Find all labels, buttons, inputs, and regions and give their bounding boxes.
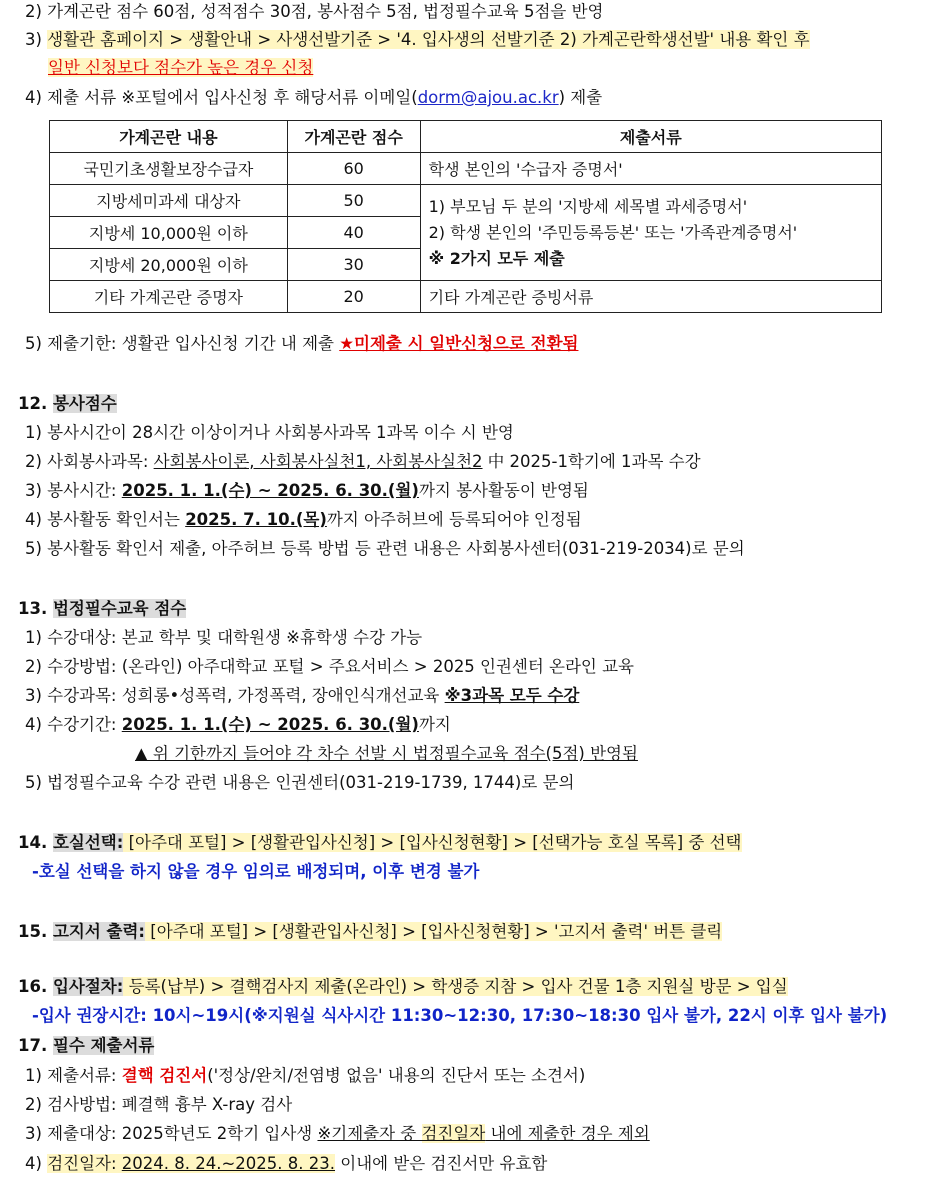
s16-note: -입사 권장시간: 10시~19시(※지원실 식사시간 11:30~12:30, 17:30~18:30 입사 불가, 22시 이후 입사 불가) [32,1006,888,1025]
merged-docs-cell: 1) 부모님 두 분의 '지방세 세목별 과세증명서' 2) 학생 본인의 '주민등록등본' 또는 '가족관계증명서' ※ 2가지 모두 제출 [420,185,881,281]
table-header: 제출서류 [420,121,881,153]
table-row: 지방세미과세 대상자 50 1) 부모님 두 분의 '지방세 세목별 과세증명서' 2) 학생 본인의 '주민등록등본' 또는 '가족관계증명서' ※ 2가지 모두 제출 [50,185,882,217]
table-header-row [50,121,882,153]
s13-note: ▲ 위 기한까지 들어야 각 차수 선발 시 법정필수교육 점수(5점) 반영됨 [135,744,638,763]
hardship-table [49,120,882,313]
s17-item-3: 3) 제출대상: 2025학년도 2학기 입사생 ※기제출자 중 검진일자 내에 제출한 경우 제외 [25,1124,650,1143]
deadline-warning: ★미제출 시 일반신청으로 전환됨 [339,334,579,353]
s17-item-1: 1) 제출서류: 결핵 검진서('정상/완치/전염병 없음' 내용의 진단서 또는 소견서) [25,1066,586,1085]
s13-item-5: 5) 법정필수교육 수강 관련 내용은 인권센터(031-219-1739, 1744)로 문의 [25,773,575,792]
s12-heading: 12. 봉사점수 [18,394,117,413]
s12-item-1: 1) 봉사시간이 28시간 이상이거나 사회봉사과목 1과목 이수 시 반영 [25,423,514,442]
s12-item-2: 2) 사회봉사과목: 사회봉사이론, 사회봉사실천1, 사회봉사실천2 中 2025-1학기에 1과목 수강 [25,452,701,471]
s14-heading: 14. 호실선택: [아주대 포털] > [생활관입사신청] > [입사신청현황] > [선택가능 호실 목록] 중 선택 [18,833,742,852]
table-row: 지방세 10,000원 이하 40 [50,217,882,249]
s13-item-4: 4) 수강기간: 2025. 1. 1.(수) ~ 2025. 6. 30.(월)까지 [25,715,451,734]
table-header: 가계곤란 내용 [50,121,288,153]
table-row: 기타 가계곤란 증명자 20 기타 가계곤란 증빙서류 [50,281,882,313]
s17-item-2: 2) 검사방법: 폐결핵 흉부 X-ray 검사 [25,1095,293,1114]
s13-item-3: 3) 수강과목: 성희롱•성폭력, 가정폭력, 장애인식개선교육 ※3과목 모두 수강 [25,686,580,705]
table-row: 국민기초생활보장수급자 60 학생 본인의 '수급자 증명서' [50,153,882,185]
s13-item-1: 1) 수강대상: 본교 학부 및 대학원생 ※휴학생 수강 가능 [25,628,423,647]
s17-heading: 17. 필수 제출서류 [18,1036,155,1055]
s13-heading: 13. 법정필수교육 점수 [18,599,187,618]
table-header: 가계곤란 점수 [287,121,420,153]
s11-item-3: 3) 생활관 홈페이지 > 생활안내 > 사생선발기준 > '4. 입사생의 선발기준 2) 가계곤란학생선발' 내용 확인 후 [25,30,810,49]
s14-note: -호실 선택을 하지 않을 경우 임의로 배정되며, 이후 변경 불가 [32,862,480,881]
s16-heading: 16. 입사절차: 등록(납부) > 결핵검사지 제출(온라인) > 학생증 지참 > 입사 건물 1층 지원실 방문 > 입실 [18,977,788,996]
s11-item-5: 5) 제출기한: 생활관 입사신청 기간 내 제출 ★미제출 시 일반신청으로 전환됨 [25,334,579,353]
s11-item-2: 2) 가계곤란 점수 60점, 성적점수 30점, 봉사점수 5점, 법정필수교육 5점을 반영 [25,2,604,21]
s12-item-5: 5) 봉사활동 확인서 제출, 아주허브 등록 방법 등 관련 내용은 사회봉사센터(031-219-2034)로 문의 [25,539,745,558]
s17-item-4: 4) 검진일자: 2024. 8. 24.~2025. 8. 23. 이내에 받은 검진서만 유효함 [25,1154,548,1173]
s11-item-3-path: 생활관 홈페이지 > 생활안내 > 사생선발기준 > '4. 입사생의 선발기준 2) 가계곤란학생선발' 내용 확인 후 [47,30,810,49]
s11-item-3-note: 일반 신청보다 점수가 높은 경우 신청 [48,58,314,77]
s12-item-4: 4) 봉사활동 확인서는 2025. 7. 10.(목)까지 아주허브에 등록되어야 인정됨 [25,510,582,529]
table-row: 지방세 20,000원 이하 30 [50,249,882,281]
s12-item-3: 3) 봉사시간: 2025. 1. 1.(수) ~ 2025. 6. 30.(월)까지 봉사활동이 반영됨 [25,481,589,500]
email-link[interactable]: dorm@ajou.ac.kr [417,88,559,107]
s13-item-2: 2) 수강방법: (온라인) 아주대학교 포털 > 주요서비스 > 2025 인권센터 온라인 교육 [25,657,634,676]
s15-heading: 15. 고지서 출력: [아주대 포털] > [생활관입사신청] > [입사신청현황] > '고지서 출력' 버튼 클릭 [18,922,723,941]
s11-item-4: 4) 제출 서류 ※포털에서 입사신청 후 해당서류 이메일(dorm@ajou.ac.kr) 제출 [25,88,603,107]
